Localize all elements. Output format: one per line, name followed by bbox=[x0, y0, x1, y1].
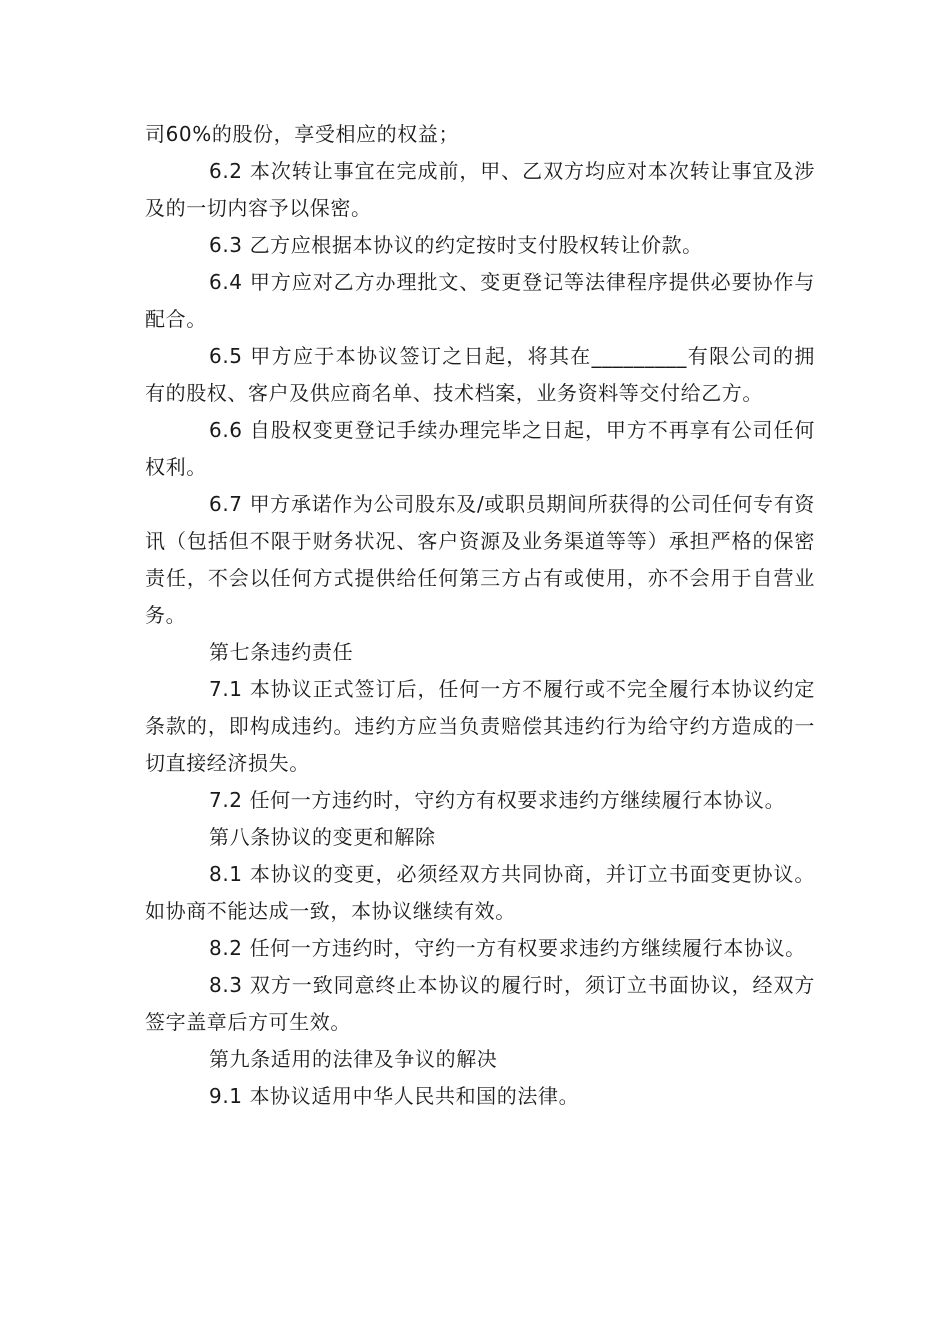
clause-6-7: 6.7 甲方承诺作为公司股东及/或职员期间所获得的公司任何专有资讯（包括但不限于财务状况、客户资源及业务渠道等等）承担严格的保密责任，不会以任何方式提供给任何第三方占有或使用，亦不会用于自营业务。 bbox=[145, 492, 815, 627]
clause-8-3: 8.3 双方一致同意终止本协议的履行时，须订立书面协议，经双方签字盖章后方可生效。 bbox=[145, 973, 815, 1034]
clause-6-6: 6.6 自股权变更登记手续办理完毕之日起，甲方不再享有公司任何权利。 bbox=[145, 418, 815, 479]
clause-7-2: 7.2 任何一方违约时，守约方有权要求违约方继续履行本协议。 bbox=[209, 788, 786, 812]
clause-6-3: 6.3 乙方应根据本协议的约定按时支付股权转让价款。 bbox=[209, 233, 703, 257]
clause-6-5: 6.5 甲方应于本协议签订之日起，将其在_________有限公司的拥有的股权、客户及供应商名单、技术档案，业务资料等交付给乙方。 bbox=[145, 344, 815, 405]
clause-6-2: 6.2 本次转让事宜在完成前，甲、乙双方均应对本次转让事宜及涉及的一切内容予以保密。 bbox=[145, 159, 815, 220]
article-8-heading: 第八条协议的变更和解除 bbox=[209, 825, 436, 849]
document-body bbox=[145, 116, 815, 1115]
clause-6-4: 6.4 甲方应对乙方办理批文、变更登记等法律程序提供必要协作与配合。 bbox=[145, 270, 815, 331]
clause-8-2: 8.2 任何一方违约时，守约一方有权要求违约方继续履行本协议。 bbox=[209, 936, 806, 960]
article-7-heading: 第七条违约责任 bbox=[209, 640, 354, 664]
paragraph-continuation: 司60%的股份，享受相应的权益； bbox=[145, 122, 460, 146]
clause-7-1: 7.1 本协议正式签订后，任何一方不履行或不完全履行本协议约定条款的，即构成违约。违约方应当负责赔偿其违约行为给守约方造成的一切直接经济损失。 bbox=[145, 677, 815, 775]
clause-9-1: 9.1 本协议适用中华人民共和国的法律。 bbox=[209, 1084, 580, 1108]
article-9-heading: 第九条适用的法律及争议的解决 bbox=[209, 1047, 498, 1071]
clause-8-1: 8.1 本协议的变更，必须经双方共同协商，并订立书面变更协议。如协商不能达成一致，本协议继续有效。 bbox=[145, 862, 815, 923]
